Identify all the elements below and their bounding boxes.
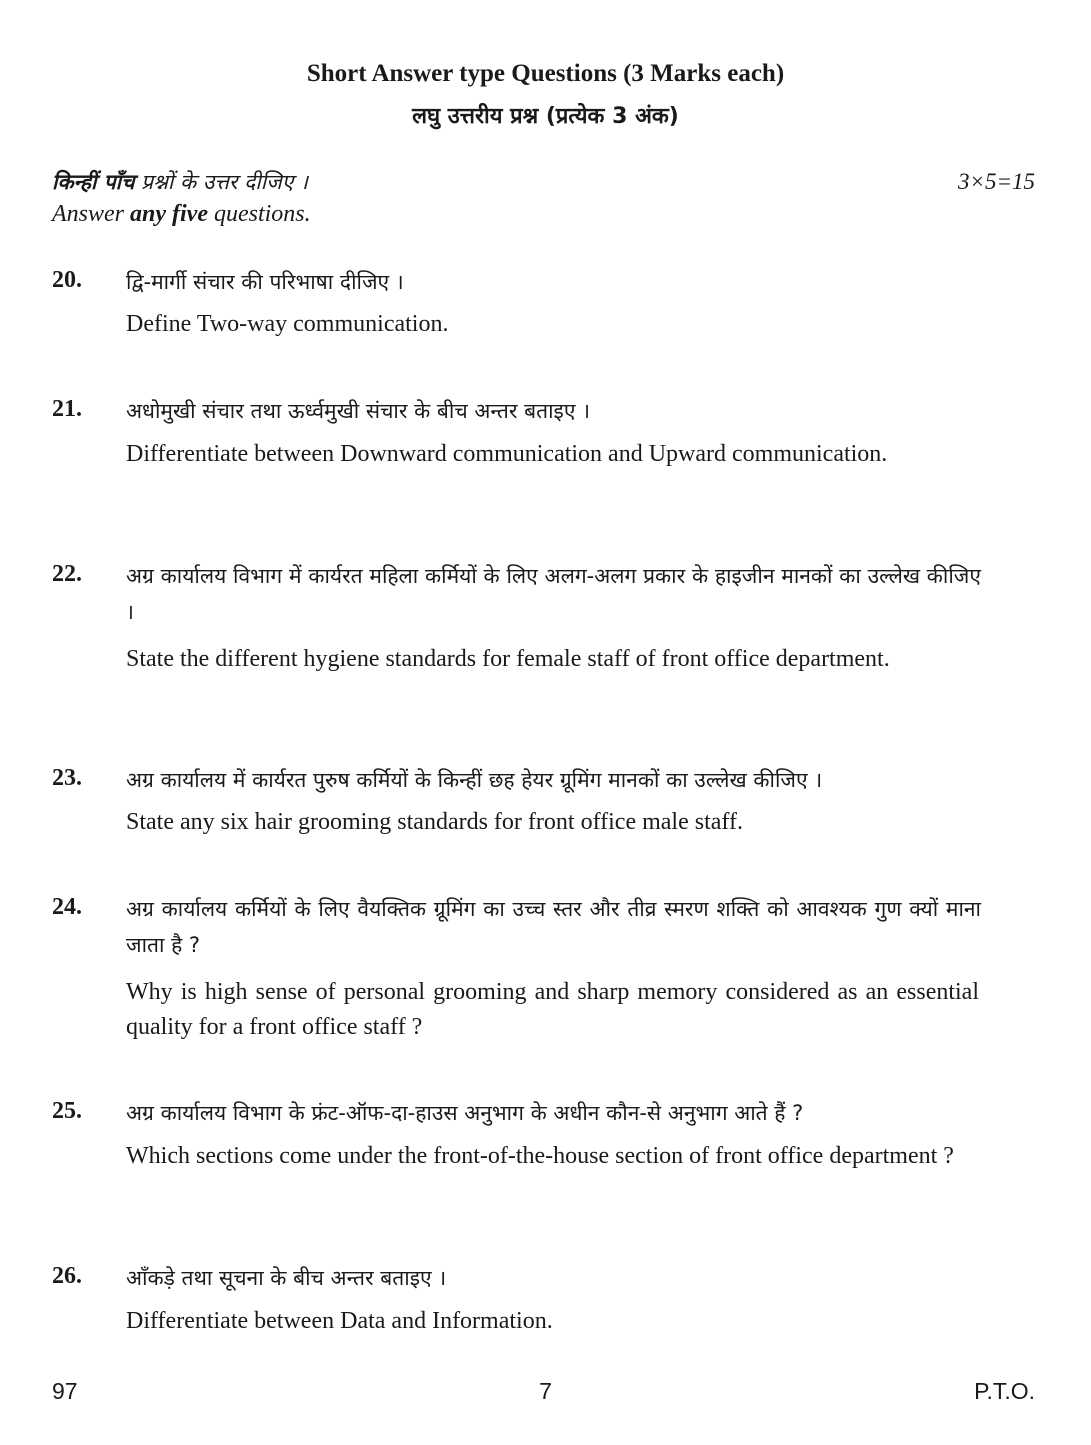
- question-number: 24.: [52, 894, 82, 920]
- question-text-english: State the different hygiene standards for female staff of front office department.: [126, 646, 890, 672]
- instruction-english-end: questions.: [207, 201, 311, 227]
- question-number: 21.: [52, 396, 82, 422]
- question-number: 20.: [52, 267, 82, 293]
- question-number: 25.: [52, 1098, 82, 1124]
- question-text-english: Define Two-way communication.: [126, 311, 449, 337]
- instruction-hindi-emphasis: किन्हीं पाँच: [52, 170, 135, 194]
- instruction-english-emphasis: any five: [130, 201, 208, 227]
- question-text-hindi: अधोमुखी संचार तथा ऊर्ध्वमुखी संचार के बीच अन्तर बताइए ।: [126, 399, 591, 423]
- marks-allocation: 3×5=15: [957, 169, 1035, 194]
- question-text-hindi: अग्र कार्यालय कर्मियों के लिए वैयक्तिक ग्रूमिंग का उच्च स्तर और तीव्र स्मरण शक्ति को आवश्यक गुण क्यों माना जाता है ?: [126, 897, 981, 957]
- question-text-english: Differentiate between Downward communication and Upward communication.: [126, 441, 888, 467]
- paper-code: 97: [52, 1378, 78, 1404]
- question-number: 26.: [52, 1263, 82, 1289]
- question-text-english: Differentiate between Data and Information.: [126, 1308, 553, 1334]
- question-text-english: Why is high sense of personal grooming and sharp memory considered as an essential quality for a front office staff ?: [126, 979, 979, 1040]
- please-turn-over: P.T.O.: [974, 1378, 1035, 1404]
- section-title-english: Short Answer type Questions (3 Marks each): [306, 60, 785, 87]
- question-text-hindi: आँकड़े तथा सूचना के बीच अन्तर बताइए ।: [126, 1266, 447, 1290]
- instruction-english: [52, 201, 311, 228]
- question-text-hindi: अग्र कार्यालय में कार्यरत पुरुष कर्मियों के किन्हीं छह हेयर ग्रूमिंग मानकों का उल्लेख कीजिए ।: [126, 768, 823, 792]
- question-text-hindi: अग्र कार्यालय विभाग में कार्यरत महिला कर्मियों के लिए अलग-अलग प्रकार के हाइजीन मानकों का उल्लेख कीजिए ।: [126, 564, 981, 624]
- question-text-hindi: द्वि-मार्गी संचार की परिभाषा दीजिए ।: [126, 270, 404, 294]
- question-text-hindi: अग्र कार्यालय विभाग के फ्रंट-ऑफ-दा-हाउस अनुभाग के अधीन कौन-से अनुभाग आते हैं ?: [126, 1101, 804, 1125]
- question-text-english: Which sections come under the front-of-the-house section of front office department ?: [126, 1143, 954, 1169]
- question-number: 23.: [52, 765, 82, 791]
- instruction-hindi: [52, 168, 308, 196]
- question-number: 22.: [52, 561, 82, 587]
- section-title-hindi: लघु उत्तरीय प्रश्न (प्रत्येक 3 अंक): [412, 104, 679, 129]
- page-number: 7: [539, 1378, 552, 1404]
- instruction-hindi-rest: प्रश्नों के उत्तर दीजिए ।: [134, 170, 308, 194]
- instruction-english-start: Answer: [52, 201, 130, 227]
- question-text-english: State any six hair grooming standards for front office male staff.: [126, 809, 743, 835]
